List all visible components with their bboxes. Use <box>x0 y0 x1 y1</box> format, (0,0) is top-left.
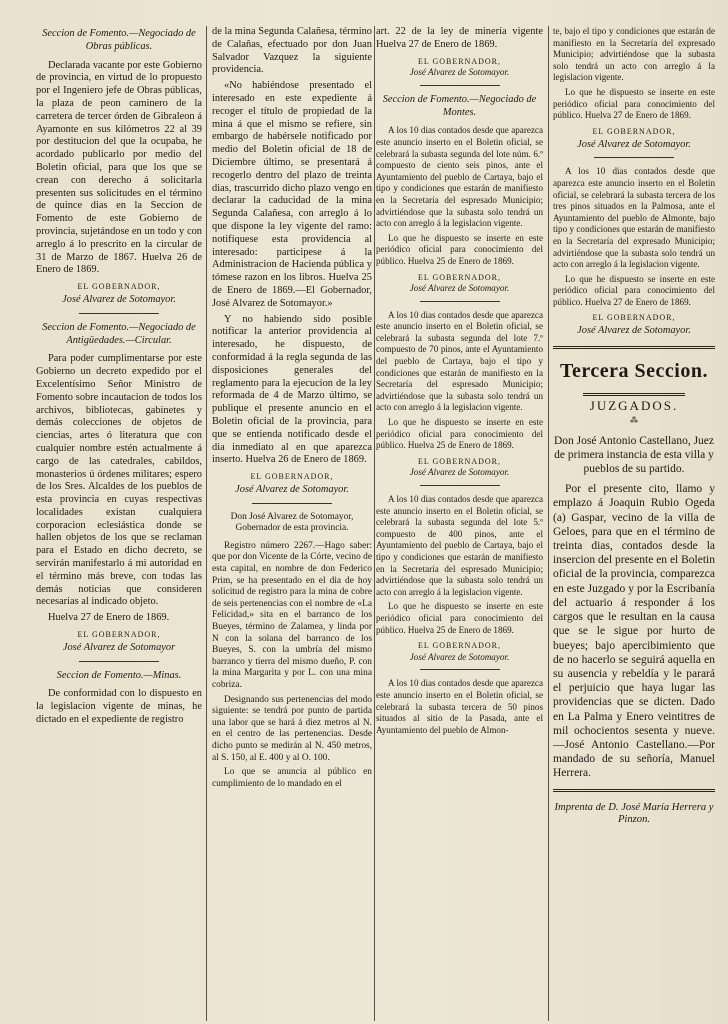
governor-label: EL GOBERNADOR, <box>417 272 502 282</box>
governor-label: EL GOBERNADOR, <box>592 313 676 323</box>
notice-body: A los 10 dias contados desde que aparezca este anuncio inserto en el Boletin oficial, se celebrará la subasta segunda del lote 7.º compuesto de 70 pinos, ante el Ayuntamiento del pueblo de Cartaya, bajo el tipo y condiciones que estarán de manifiesto en la Secretaría del espresado Municipio; advirtiéndose que la subasta solo tendrá un acto con arreglo á la legislacion vigente. <box>376 309 543 413</box>
column-divider <box>206 26 207 1021</box>
section-heading: Seccion de Fomento.—Negociado de Antigüedades.—Circular. <box>42 321 196 346</box>
section-divider <box>583 393 685 396</box>
notice-body: A los 10 dias contados desde que aparezca este anuncio inserto en el Boletin oficial, se celebrará la subasta segunda del lote núm. 6.º compuesto de ciento seis pinos, ante el Ayuntamiento del pueblo de Cartaya, bajo el tipo y condiciones que estarán de manifiesto en la Secretaría del espresado Municipio; advirtiéndose que la subasta solo tendrá un acto con arreglo á la legislacion vigente. <box>376 125 543 229</box>
notice-body: Lo que he dispuesto se inserte en este periódico oficial para conocimiento del público. Huelva 25 de Enero de 1869. <box>376 601 543 635</box>
governor-label: EL GOBERNADOR, <box>417 456 502 466</box>
governor-signature: José Alvarez de Sotomayor. <box>409 467 510 478</box>
printer-imprint: Imprenta de D. José María Herrera y Pinzon. <box>554 801 714 826</box>
judge-heading: Don José Antonio Castellano, Juez de primera instancia de esta villa y pueblos de su partido. <box>553 434 715 476</box>
notice-date: Huelva 27 de Enero de 1869. <box>48 612 170 624</box>
notice-body: art. 22 de la ley de minería vigente Huelva 27 de Enero de 1869. <box>376 26 543 50</box>
governor-signature: José Alvarez de Sotomayor. <box>62 293 176 305</box>
governor-signature: José Alvarez de Sotomayor <box>62 641 176 653</box>
notice-body: Lo que he dispuesto se inserte en este periódico oficial para conocimiento del público. Huelva 25 de Enero de 1869. <box>376 232 543 266</box>
column-divider <box>548 26 549 1021</box>
divider <box>594 157 674 158</box>
governor-signature: José Alvarez de Sotomayor. <box>577 138 691 150</box>
column-1 <box>36 26 202 1021</box>
section-heading: Seccion de Fomento.—Negociado de Obras públicas. <box>42 28 196 52</box>
governor-signature: José Alvarez de Sotomayor. <box>577 325 691 337</box>
column-divider <box>374 26 375 1021</box>
governor-label: EL GOBERNADOR, <box>77 282 161 292</box>
notice-body: Lo que se anuncia al público en cumplimiento de lo mandado en el <box>212 767 372 789</box>
notice-body: Lo que he dispuesto se inserte en este periódico oficial para conocimiento del público. Huelva 25 de Enero de 1869. <box>376 417 543 451</box>
governor-label: EL GOBERNADOR, <box>77 630 161 640</box>
notice-body: te, bajo el tipo y condiciones que estarán de manifiesto en la Secretaría del expresado Municipio; advirtiéndose que la subasta solo tendrá un acto con arreglo á la legislacion vigente. <box>553 26 715 83</box>
notice-body: Declarada vacante por este Gobierno de provincia, en virtud de lo propuesto por el Ingeniero jefe de Obras públicas, la plaza de peon caminero de la carretera de tercer órden de Gibraleon á Ayamonte en sus kilómetros 22 al 39 por destitucion del que la ocupaba, he acordado publicarlo por medio del Boletin oficial, para que los que se crean con derecho á solicitarla presenten sus solicitudes en el término de quince dias en la Seccion de Fomento de este Gobierno de provincia, sujetándose en un todo y con arreglo á lo prescrito en la circular de 31 de Marzo de 1867. Huelva 26 de Enero de 1869. <box>36 59 202 276</box>
divider <box>420 85 500 86</box>
section-heading: Don José Alvarez de Sotomayor, Gobernador de esta provincia. <box>230 511 354 534</box>
notice-body: Registro número 2267.—Hago saber: que por don Vicente de la Córte, vecino de esta capital, en nombre de don Federico Prim, se ha presentado en el dia de hoy solicitud de registro para la mina de cobre de seis pertenencias con el nombre de «La Felicidad,» sita en el barranco de los Bueyes, término de Zalamea, y linda por N con la solana del barranco de los Bueyes, S. con la umbría del mismo barranco y tierra del mismo dueño, P. con la mina Margarita y por L. con una mina cobriza. <box>212 540 372 690</box>
section-heading: Seccion de Fomento.—Negociado de Montes. <box>382 93 537 118</box>
divider <box>79 661 159 662</box>
column-2 <box>212 26 372 1021</box>
section-heading: Seccion de Fomento.—Minas. <box>56 669 182 681</box>
divider <box>79 313 159 314</box>
governor-label: EL GOBERNADOR, <box>250 472 334 482</box>
governor-label: EL GOBERNADOR, <box>417 641 502 651</box>
column-3 <box>376 26 543 1021</box>
section-divider <box>553 346 715 349</box>
subsection-title: JUZGADOS. <box>589 398 679 414</box>
divider <box>420 301 500 302</box>
notice-body: Y no habiendo sido posible notificar la anterior providencia al interesado, he dispuesto, de conformidad á la regla segunda de las disposiciones generales del reglamento para la ejecucion de la ley reformada de 4 de Marzo último, se publique el presente anuncio en el Boletin oficial de la provincia, para que se entienda notificado desde el dia inmediato al en que aparezca inserto. Huelva 26 de Enero de 1869. <box>212 313 372 466</box>
notice-body: Por el presente cito, llamo y emplazo á Joaquin Rubio Ogeda (a) Gaspar, vecino de la villa de Geloes, para que en el término de treinta dias, contados desde la insercion del presente en el Boletin oficial de la provincia, comparezca en este Juzgado y por la Escribanía del actuario á responder á los cargos que le resultan en la causa que se le sigue por hurto de bueyes; bajo apercibimiento que de no hacerlo se seguirá aquella en su ausencia y rebeldía y le parará el perjuicio que haya lugar las providencias que se dicten. Dado en La Palma y Enero veintitres de mil ochocientos sesenta y nueve.—José Antonio Castellano.—Por mandado de su señoría, Manuel Herrera. <box>553 483 715 780</box>
governor-signature: José Alvarez de Sotomayor. <box>409 283 510 294</box>
ornament-icon: ⁂ <box>630 415 638 425</box>
notice-body: A los 10 dias contados desde que aparezca este anuncio inserto en el Boletin oficial, se celebrará la subasta tercera de 50 pinos situados al sitio de la Pasada, ante el Ayuntamiento del pueblo de Almon- <box>376 678 543 735</box>
divider <box>420 485 500 486</box>
notice-body: Designando sus pertenencias del modo siguiente: se tendrá por punto de partida una labor que se hará á diez metros al N. en el centro de las pertenencias. Desde dicho punto se medirán al N. 450 metros, al S. 150, al E. 400 y al O. 100. <box>212 694 372 763</box>
governor-label: EL GOBERNADOR, <box>592 126 676 136</box>
notice-body: A los 10 dias contados desde que aparezca este anuncio inserto en el Boletin oficial, se celebrará la subasta tercera de los tres pinos situados en la Palmosa, ante el Ayuntamiento del pueblo de Almonte, bajo tipo y condiciones que estarán de manifiesto en la Secretaría del expresado Municipio; advirtiéndose que la subasta solo tendrá un acto con arreglo á la legislacion vigente. <box>553 166 715 270</box>
section-title: Tercera Seccion. <box>560 360 708 383</box>
notice-body: Para poder cumplimentarse por este Gobierno un decreto expedido por el Excelentísimo Señor Ministro de Fomento sobre incautacion de todos los archivos, bibliotecas, gabinetes y demás colecciones de objetos de ciencias, artes ó literatura que con cualquier nombre estén actualmente á cargo de las catedrales, cabildos, monasterios ú órdenes militares; espero de los Sres. Alcaldes de los pueblos de esta provincia en cuyas respectivas localidades existan cualquiera corporacion eclesiástica donde se hallen objetos de los que se reclaman para el Estado en dicho decreto, se servirán manifestarlo á mi autoridad en el término más breve, con todas las demás noticias que consideren necesarias al indicado objeto. <box>36 353 202 608</box>
governor-label: EL GOBERNADOR, <box>417 56 502 66</box>
section-divider <box>553 789 715 792</box>
column-4 <box>553 26 715 1021</box>
notice-quote: «No habiéndose presentado el interesado en este expediente á recoger el título de propiedad de la mina á que el mismo se refiere, sin embargo de habérsele notificado por medio del Boletin oficial de 18 de Diciembre último, se presentará á recogerlo dentro del plazo de treinta dias, trascurrido dicho plazo vengo en declarar la caducidad de la mina Segunda Calañesa, con arreglo á lo que dispone la ley vigente del ramo: notifíquese esta providencia al interesado: participese á la Administracion de Hacienda pública y tómese razon en los libros. Huelva 25 de Enero de 1869.—El Gobernador, José Alvarez de Sotomayor.» <box>212 80 372 309</box>
notice-body: Lo que he dispuesto se inserte en este periódico oficial para conocimiento del público. Huelva 27 de Enero de 1869. <box>553 86 715 121</box>
governor-signature: José Alvarez de Sotomayor. <box>409 651 510 662</box>
divider <box>252 503 332 504</box>
governor-signature: José Alvarez de Sotomayor. <box>235 483 349 495</box>
notice-body: de la mina Segunda Calañesa, término de Calañas, efectuado por don Juan Salvador Vazquez la siguiente providencia. <box>212 26 372 76</box>
governor-signature: José Alvarez de Sotomayor. <box>409 67 510 78</box>
notice-body: Lo que he dispuesto se inserte en este periódico oficial para conocimiento del público. Huelva 27 de Enero de 1869. <box>553 273 715 307</box>
divider <box>420 669 500 670</box>
notice-body: A los 10 dias contados desde que aparezca este anuncio inserto en el Boletin oficial, se celebrará la subasta segunda del lote 5.º compuesto de 400 pinos, ante el Ayuntamiento del pueblo de Cartaya, bajo el tipo y condiciones que estarán de manifiesto en la Secretaría del espresado Municipio; advirtiéndose que la subasta solo tendrá un acto con arreglo á la legislacion vigente. <box>376 494 543 597</box>
notice-body: De conformidad con lo dispuesto en la legislacion vigente de minas, he dictado en el expediente de registro <box>36 688 202 726</box>
